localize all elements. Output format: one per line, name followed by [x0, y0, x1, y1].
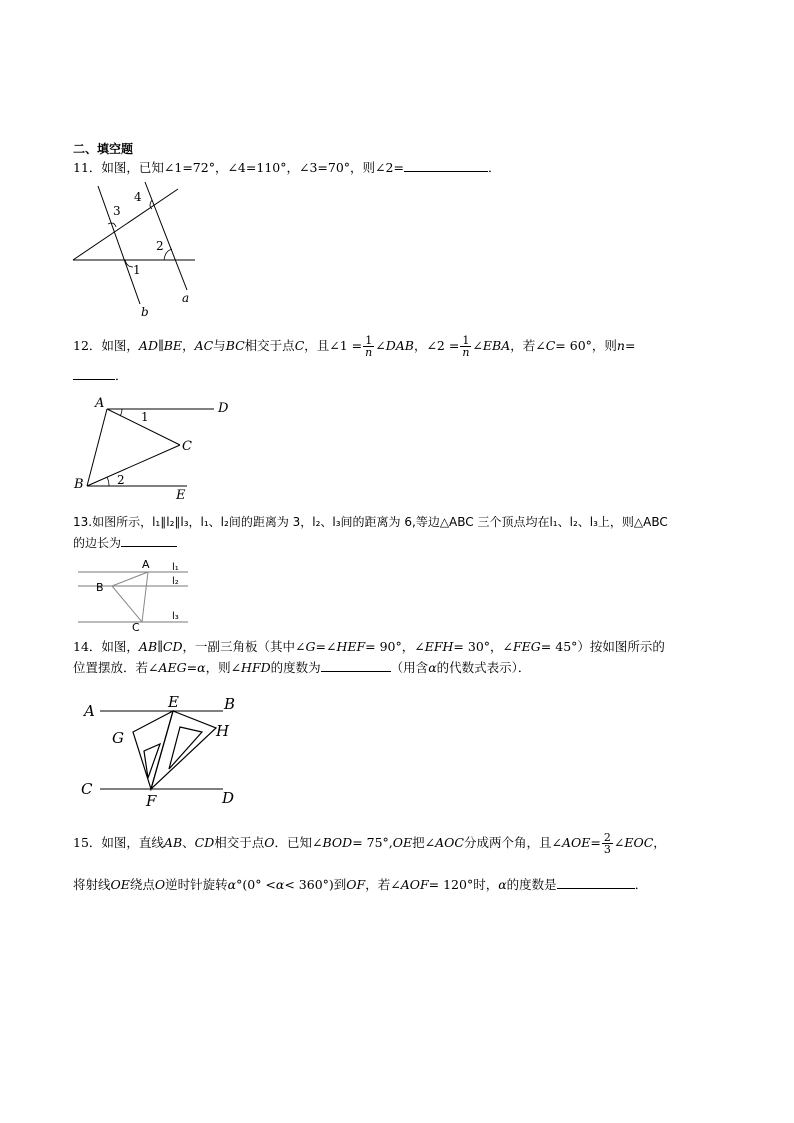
question-12-answer: ． [73, 368, 128, 384]
figure-q12 [72, 395, 242, 505]
question-11: 11．如图，已知∠1=72°，∠4=110°，∠3=70°，则∠2= ． [73, 160, 501, 175]
point-label-H: H [216, 722, 230, 740]
answer-blank[interactable] [73, 369, 115, 380]
point-label-A: A [95, 396, 105, 411]
point-label-A: A [142, 558, 150, 571]
point-label-D: D [222, 789, 235, 807]
angle-label-3: 3 [113, 204, 121, 218]
question-number: 15． [73, 835, 102, 850]
figure-q14 [78, 692, 248, 812]
point-label-B: B [74, 477, 84, 492]
question-number: 11． [73, 160, 102, 175]
figure-q11 [70, 178, 210, 320]
angle-label-1: 1 [141, 410, 149, 424]
point-label-D: D [218, 401, 229, 416]
line-label-a: a [182, 291, 190, 305]
question-14: 14．如图，AB∥CD，一副三角板（其中∠G=∠HEF= 90°，∠EFH= 30°，∠FEG= 45°）按如图所示的 [73, 639, 665, 654]
point-label-G: G [112, 729, 124, 747]
line-label-l1: l₁ [172, 562, 179, 573]
line-label-l3: l₃ [172, 611, 179, 622]
section-title: 二、填空题 [73, 142, 134, 156]
point-label-C: C [182, 439, 192, 454]
point-label-A: A [84, 702, 95, 720]
question-13-line2: 的边长为 [73, 535, 177, 551]
question-15: 15．如图，直线AB、CD相交于点O．已知∠BOD= 75°,OE把∠AOC分成两个角，且∠AOE= $\frac{2}{3}$ ∠EOC， [73, 831, 666, 856]
question-text: 如图所示，l₁∥l₂∥l₃，l₁、l₂间的距离为 3，l₂、l₃间的距离为 6,等边△ABC 三个顶点均在l₁、l₂、l₃上，则△ABC [92, 515, 668, 529]
answer-blank[interactable] [404, 161, 488, 172]
angle-label-2: 2 [117, 473, 125, 487]
answer-blank[interactable] [321, 661, 391, 672]
question-number: 12． [73, 338, 102, 353]
question-number: 14． [73, 639, 102, 654]
point-label-E: E [168, 693, 179, 711]
question-number: 13. [73, 515, 93, 529]
point-label-F: F [146, 792, 157, 810]
point-label-B: B [224, 695, 236, 713]
point-label-C: C [132, 621, 140, 634]
question-15-line2: 将射线OE绕点O逆时针旋转α°(0° <α< 360°)到OF，若∠AOF= 120°时，α的度数是 ． [73, 877, 648, 892]
angle-label-2: 2 [156, 239, 164, 253]
fraction-2-over-3: $\frac{2}{3}$ [603, 831, 611, 856]
angle-label-1: 1 [133, 263, 141, 277]
line-label-b: b [141, 305, 149, 319]
fraction-1-over-n: $\frac{1}{n}$ [365, 334, 373, 359]
answer-blank[interactable] [557, 878, 635, 889]
point-label-E: E [176, 488, 186, 503]
question-14-line2: 位置摆放．若∠AEG=α，则∠HFD的度数为 （用含α的代数式表示）． [73, 660, 531, 675]
point-label-C: C [81, 780, 93, 798]
question-13 [73, 514, 668, 530]
point-label-B: B [96, 581, 104, 594]
angle-label-4: 4 [134, 190, 142, 204]
figure-q13 [76, 556, 196, 632]
answer-blank[interactable] [121, 536, 177, 547]
question-text: 如图，已知∠1=72°，∠4=110°，∠3=70°，则∠2= [101, 160, 404, 175]
line-label-l2: l₂ [172, 576, 179, 587]
fraction-1-over-n: $\frac{1}{n}$ [462, 334, 470, 359]
question-12: 12．如图，AD∥BE，AC与BC相交于点C，且∠1 = $\frac{1}{n}$ ∠DAB，∠2 = $\frac{1}{n}$ ∠EBA，若∠C= 60°，则n= [73, 334, 636, 359]
